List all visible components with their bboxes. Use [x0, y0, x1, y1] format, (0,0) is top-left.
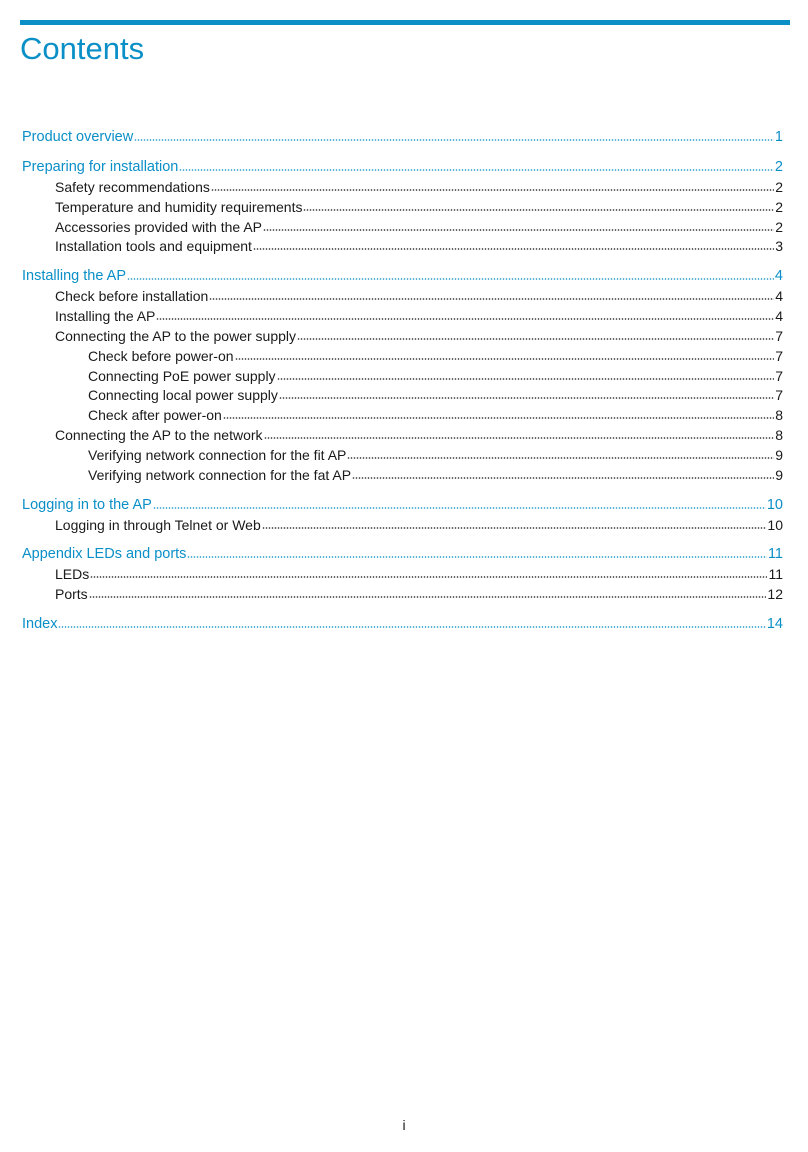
toc-dot-leader	[223, 417, 774, 419]
toc-entry-label: Logging in to the AP	[22, 497, 152, 513]
toc-entry-page: 4	[775, 288, 783, 304]
toc-entry-page: 2	[774, 159, 783, 175]
toc-entry-label: Ports	[55, 586, 88, 602]
toc-entry-label: Connecting the AP to the power supply	[55, 328, 297, 344]
page-number: i	[402, 1117, 406, 1133]
toc-dot-leader	[264, 437, 775, 439]
toc-entry[interactable]	[22, 465, 783, 485]
toc-entry-page: 11	[768, 566, 783, 582]
toc-entry[interactable]	[22, 127, 783, 147]
toc-entry[interactable]	[22, 425, 783, 445]
toc-entry[interactable]	[22, 266, 783, 286]
toc-entry[interactable]	[22, 584, 783, 604]
toc-dot-leader	[89, 596, 767, 598]
toc-entry[interactable]	[22, 544, 783, 564]
toc-entry-page: 2	[775, 179, 783, 195]
toc-entry-page: 12	[767, 586, 783, 602]
toc-entry-label: Preparing for installation	[22, 159, 179, 175]
toc-entry-page: 2	[775, 219, 783, 235]
toc-entry[interactable]	[22, 236, 783, 256]
toc-entry-page: 4	[774, 268, 783, 284]
toc-entry-page: 2	[775, 199, 783, 215]
toc-entry[interactable]	[22, 346, 783, 366]
toc-entry[interactable]	[22, 385, 783, 405]
toc-dot-leader	[156, 318, 774, 320]
toc-entry-label: Connecting the AP to the network	[55, 427, 263, 443]
toc-dot-leader	[127, 278, 774, 280]
toc-entry-page: 11	[767, 546, 783, 562]
toc-dot-leader	[209, 298, 774, 300]
toc-entry-page: 10	[766, 497, 783, 513]
toc-entry-page: 8	[775, 407, 783, 423]
toc-entry-page: 9	[775, 447, 783, 463]
toc-entry-page: 7	[775, 328, 783, 344]
toc-dot-leader	[90, 576, 767, 578]
toc-entry[interactable]	[22, 495, 783, 515]
toc-entry-page: 8	[775, 427, 783, 443]
toc-entry[interactable]	[22, 515, 783, 535]
toc-dot-leader	[179, 169, 774, 171]
toc-dot-leader	[303, 209, 774, 211]
page-title: Contents	[20, 31, 145, 66]
toc-entry-page: 1	[774, 129, 783, 145]
toc-entry-page: 7	[775, 387, 783, 403]
toc-entry-label: LEDs	[55, 566, 90, 582]
toc-dot-leader	[235, 358, 775, 360]
toc-entry-label: Installation tools and equipment	[55, 238, 252, 254]
toc-dot-leader	[262, 527, 767, 529]
toc-entry-label: Check after power-on	[88, 407, 222, 423]
toc-dot-leader	[253, 248, 774, 250]
table-of-contents	[22, 0, 783, 1152]
toc-dot-leader	[347, 457, 774, 459]
toc-dot-leader	[134, 139, 774, 141]
toc-entry-page: 9	[775, 467, 783, 483]
toc-entry[interactable]	[22, 445, 783, 465]
toc-entry-label: Temperature and humidity requirements	[55, 199, 303, 215]
toc-entry[interactable]	[22, 217, 783, 237]
toc-entry[interactable]	[22, 157, 783, 177]
toc-entry[interactable]	[22, 286, 783, 306]
toc-entry[interactable]	[22, 614, 783, 634]
toc-entry-page: 3	[775, 238, 783, 254]
toc-entry-label: Installing the AP	[55, 308, 156, 324]
toc-dot-leader	[279, 397, 774, 399]
toc-entry[interactable]	[22, 366, 783, 386]
toc-entry-page: 7	[775, 368, 783, 384]
toc-entry-label: Check before power-on	[88, 348, 234, 364]
toc-entry[interactable]	[22, 177, 783, 197]
toc-entry[interactable]	[22, 326, 783, 346]
toc-entry-page: 10	[767, 517, 783, 533]
toc-entry-page: 7	[775, 348, 783, 364]
toc-dot-leader	[263, 229, 774, 231]
toc-entry-label: Index	[22, 616, 58, 632]
toc-entry-label: Verifying network connection for the fit AP	[88, 447, 347, 463]
toc-dot-leader	[58, 626, 765, 628]
toc-entry-label: Product overview	[22, 129, 134, 145]
toc-entry-label: Installing the AP	[22, 268, 126, 284]
toc-dot-leader	[211, 189, 774, 191]
toc-entry-label: Safety recommendations	[55, 179, 210, 195]
toc-entry[interactable]	[22, 405, 783, 425]
toc-entry-label: Connecting local power supply	[88, 387, 278, 403]
toc-dot-leader	[153, 507, 766, 509]
toc-entry-label: Check before installation	[55, 288, 209, 304]
toc-entry[interactable]	[22, 306, 783, 326]
toc-dot-leader	[297, 338, 774, 340]
toc-entry-label: Logging in through Telnet or Web	[55, 517, 261, 533]
toc-entry-label: Appendix LEDs and ports	[22, 546, 187, 562]
toc-dot-leader	[277, 378, 775, 380]
toc-dot-leader	[187, 556, 767, 558]
toc-dot-leader	[352, 477, 774, 479]
toc-entry-label: Connecting PoE power supply	[88, 368, 276, 384]
toc-entry-label: Accessories provided with the AP	[55, 219, 262, 235]
toc-entry-page: 14	[766, 616, 783, 632]
toc-entry[interactable]	[22, 564, 783, 584]
toc-entry[interactable]	[22, 197, 783, 217]
toc-entry-label: Verifying network connection for the fat AP	[88, 467, 352, 483]
toc-entry-page: 4	[775, 308, 783, 324]
